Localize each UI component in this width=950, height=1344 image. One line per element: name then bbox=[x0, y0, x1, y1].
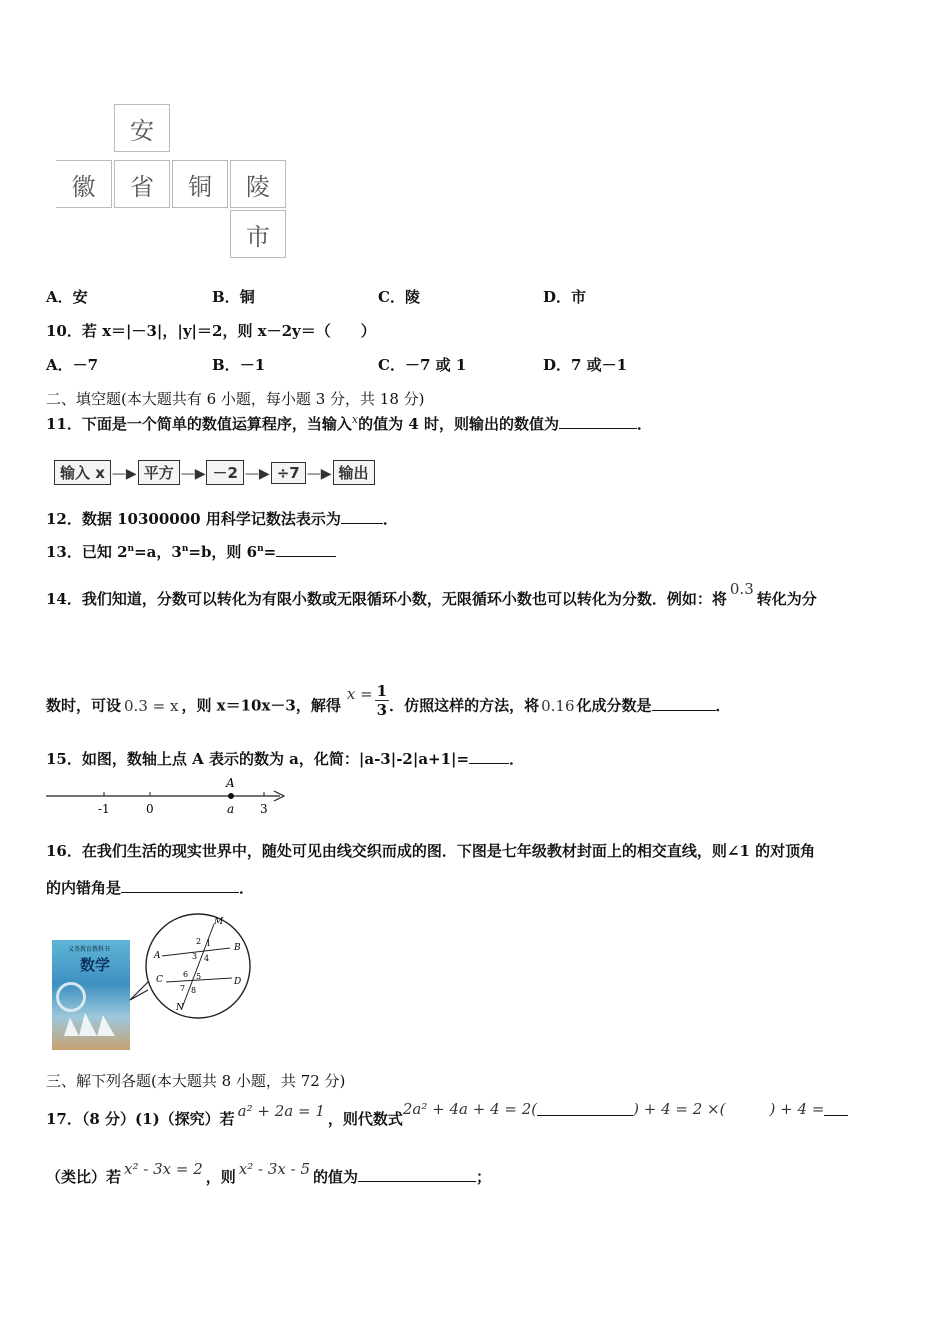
svg-text:4: 4 bbox=[204, 954, 210, 963]
svg-text:M: M bbox=[214, 917, 224, 927]
svg-text:A: A bbox=[226, 776, 235, 790]
section-3-heading: 三、解下列各题(本大题共 8 小题，共 72 分) bbox=[46, 1072, 346, 1090]
cube-cell-tong: 铜 bbox=[172, 160, 228, 208]
q13-stem: 13．已知 $2^n=a$，$3^n=b$，则 $6^n=$ bbox=[46, 541, 336, 562]
q17-line2: （类比）若 x² - 3x = 2 ，则 x² - 3x - 5 的值为 ； bbox=[46, 1160, 492, 1186]
flow-divide-box: ÷7 bbox=[271, 462, 306, 484]
q16-line2: 的内错角是 ． bbox=[46, 879, 255, 897]
svg-text:7: 7 bbox=[180, 984, 186, 993]
arrow-icon: —▶ bbox=[306, 466, 332, 482]
q16-intersecting-lines-diagram bbox=[128, 910, 258, 1020]
q14-line2: 数时，可设 0.3 = x ，则 x＝10x－3，解得x = $\frac{1}{3}$ ．仿照这样的方法，将 0.16 化成分数是 ． bbox=[46, 682, 731, 719]
arrow-icon: —▶ bbox=[244, 466, 270, 482]
q10-option-d: D．7 或－1 bbox=[543, 356, 628, 374]
cube-cell-an: 安 bbox=[114, 104, 170, 152]
svg-text:3: 3 bbox=[192, 952, 198, 961]
svg-text:3: 3 bbox=[260, 802, 268, 816]
svg-text:2: 2 bbox=[196, 937, 202, 946]
svg-text:D: D bbox=[234, 977, 242, 987]
opera-house-icon bbox=[64, 1010, 124, 1036]
q12-stem: 12．数据 10300000 用科学记数法表示为 ． bbox=[46, 510, 398, 528]
q15-number-line bbox=[44, 772, 294, 818]
q11-flowchart bbox=[54, 460, 375, 485]
q9-option-c: C．陵 bbox=[378, 288, 420, 306]
svg-text:0: 0 bbox=[146, 802, 154, 816]
cube-cell-shi: 市 bbox=[230, 210, 286, 258]
svg-text:A: A bbox=[154, 951, 161, 961]
svg-text:5: 5 bbox=[196, 972, 202, 981]
flow-input-box: 输入 x bbox=[54, 460, 111, 485]
svg-text:N: N bbox=[176, 1003, 184, 1013]
q14-repeating-decimal: 0.3 bbox=[729, 580, 754, 598]
svg-text:a: a bbox=[227, 802, 235, 816]
q9-option-d: D．市 bbox=[543, 288, 587, 306]
q17-line1: 17．（8 分）(1)（探究）若 a² + 2a = 1 ，则代数式2a² + 4a + 4 = 2( ) + 4 = 2 ×( ) + 4 = bbox=[46, 1108, 848, 1129]
q14-fraction: $\frac{1}{3}$ bbox=[376, 682, 388, 719]
cube-cell-ling: 陵 bbox=[230, 160, 286, 208]
flow-minus-box: －2 bbox=[206, 460, 243, 485]
q10-option-c: C．－7 或 1 bbox=[378, 356, 467, 374]
textbook-cover: 义务教育教科书 数学 bbox=[52, 940, 130, 1050]
q10-stem: 10．若 x＝|－3|，|y|＝2，则 x－2y＝（ ） bbox=[46, 322, 376, 340]
q9-option-a: A．安 bbox=[46, 288, 88, 306]
book-title: 数学 bbox=[80, 956, 111, 974]
svg-text:-1: -1 bbox=[98, 802, 110, 816]
point-a bbox=[228, 793, 234, 799]
nautilus-shell-icon bbox=[56, 982, 86, 1012]
q10-option-b: B．－1 bbox=[212, 356, 266, 374]
svg-text:6: 6 bbox=[183, 970, 189, 979]
flow-output-box: 输出 bbox=[333, 460, 375, 485]
cube-cell-hui: 徽 bbox=[56, 160, 112, 208]
arrow-icon: —▶ bbox=[180, 466, 206, 482]
q14-line1: 14．我们知道，分数可以转化为有限小数或无限循环小数，无限循环小数也可以转化为分数．例如：将0.3转化为分 bbox=[46, 580, 817, 608]
arrow-icon: —▶ bbox=[111, 466, 137, 482]
q10-option-a: A．－7 bbox=[46, 356, 99, 374]
q9-option-b: B．铜 bbox=[212, 288, 255, 306]
svg-text:B: B bbox=[234, 943, 241, 953]
q16-line1: 16．在我们生活的现实世界中，随处可见由线交织而成的图．下图是七年级教材封面上的相交直线，则∠1 的对顶角 bbox=[46, 842, 816, 860]
svg-text:8: 8 bbox=[191, 986, 197, 995]
svg-text:C: C bbox=[156, 975, 163, 985]
section-2-heading: 二、填空题(本大题共有 6 小题，每小题 3 分，共 18 分) bbox=[46, 390, 425, 408]
svg-text:1: 1 bbox=[206, 939, 212, 948]
q11-stem: 11．下面是一个简单的数值运算程序，当输入$^x$的值为 4 时，则输出的数值为 ． bbox=[46, 413, 653, 433]
flow-square-box: 平方 bbox=[138, 460, 180, 485]
q15-stem: 15．如图，数轴上点 A 表示的数为 a，化简：|a-3|-2|a+1|= ． bbox=[46, 750, 525, 768]
cube-cell-sheng: 省 bbox=[114, 160, 170, 208]
